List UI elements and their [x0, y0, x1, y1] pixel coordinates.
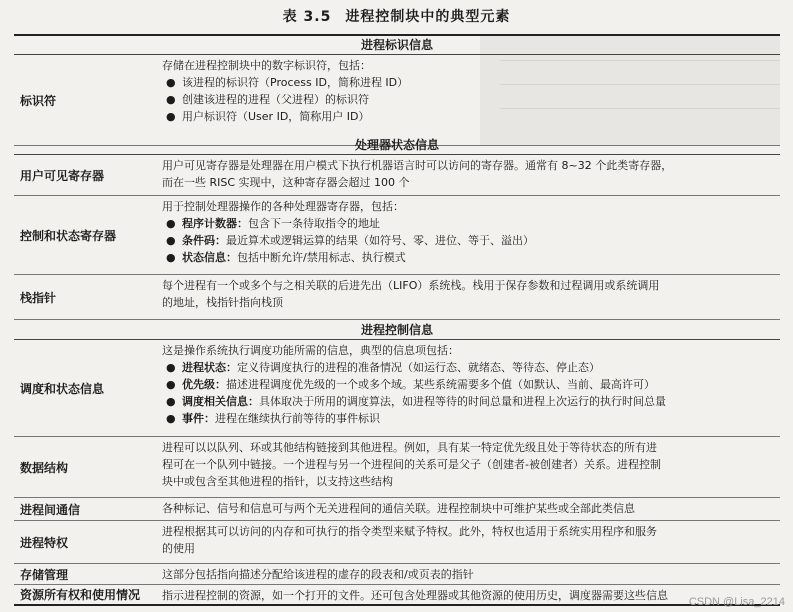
- row-intro: 存储在进程控制块中的数字标识符，包括：: [162, 59, 371, 72]
- row-label: 资源所有权和使用情况: [20, 588, 141, 602]
- row-line: 的地址，栈指针指向栈顶: [162, 296, 283, 309]
- table-row-user-visible-registers: [14, 155, 780, 196]
- row-content: [162, 566, 778, 583]
- row-line: 的使用: [162, 542, 195, 555]
- row-label: 数据结构: [20, 460, 69, 475]
- row-line: 指示进程控制的资源，如一个打开的文件。还可包含处理器或其他资源的使用历史，调度器需要这些信息: [162, 589, 668, 602]
- bullet-item: ● 优先级：描述进程调度优先级的一个或多个域。某些系统需要多个值（如默认、当前、最高许可）: [166, 378, 655, 391]
- bullet-item: ● 状态信息：包括中断允许/禁用标志、执行模式: [166, 251, 406, 264]
- row-label: 存储管理: [20, 567, 69, 582]
- bullet-dot-icon: ●: [166, 378, 176, 391]
- table-caption: [0, 6, 793, 28]
- bullet-item: ● 调度相关信息：具体取决于所用的调度算法，如进程等待的时间总量和进程上次运行的执行时间总量: [166, 395, 666, 408]
- table-row-memory-management: [14, 564, 780, 585]
- bullet-item: ● 创建该进程的进程（父进程）的标识符: [166, 93, 369, 106]
- bullet-item: ● 程序计数器：包含下一条待取指令的地址: [166, 217, 380, 230]
- bullet-dot-icon: ●: [166, 76, 176, 89]
- bullet-dot-icon: ●: [166, 234, 176, 247]
- table-row-data-structures: [14, 437, 780, 498]
- bullet-item: ● 用户标识符（User ID，简称用户 ID）: [166, 110, 370, 123]
- row-line: 用户可见寄存器是处理器在用户模式下执行机器语言时可以访问的寄存器。通常有 8~32 个此类寄存器，: [162, 159, 673, 172]
- row-line: 块中或包含至其他进程的指针，以支持这些结构: [162, 475, 393, 488]
- row-content: [162, 523, 778, 557]
- row-label: 进程特权: [20, 535, 69, 550]
- bullet-item: ● 事件：进程在继续执行前等待的事件标识: [166, 412, 380, 425]
- section-header-processor-state: 处理器状态信息: [14, 136, 780, 155]
- table-row-scheduling-state: [14, 340, 780, 437]
- table-row-control-status-registers: [14, 196, 780, 275]
- row-line: 进程根据其可以访问的内存和可执行的指令类型来赋予特权。此外，特权也适用于系统实用程序和服务: [162, 525, 657, 538]
- row-label: 标识符: [20, 93, 57, 108]
- row-content: [162, 500, 778, 517]
- row-intro: 这是操作系统执行调度功能所需的信息，典型的信息项包括：: [162, 344, 459, 357]
- row-content: [162, 439, 778, 490]
- table-title: 进程控制块中的典型元素: [345, 9, 511, 25]
- row-line: 进程可以以队列、环或其他结构链接到其他进程。例如，具有某一特定优先级且处于等待状态的所有进: [162, 441, 657, 454]
- bullet-item: ● 该进程的标识符（Process ID，简称进程 ID）: [166, 76, 409, 89]
- bullet-item: ● 进程状态：定义待调度执行的进程的准备情况（如运行态、就绪态、等待态、停止态）: [166, 361, 600, 374]
- bullet-item: ● 条件码：最近算术或逻辑运算的结果（如符号、零、进位、等于、溢出）: [166, 234, 534, 247]
- row-content: [162, 57, 778, 125]
- table-bottom-rule: [14, 604, 780, 606]
- row-content: [162, 157, 778, 191]
- table-row-resource-ownership: [14, 585, 780, 604]
- row-line: 程可在一个队列中链接。一个进程与另一个进程间的关系可是父子（创建者-被创建者）关系。进程控制: [162, 458, 661, 471]
- row-content: [162, 587, 778, 604]
- bullet-dot-icon: ●: [166, 93, 176, 106]
- row-content: [162, 198, 778, 266]
- row-content: [162, 342, 778, 427]
- section-header-process-identification: 进程标识信息: [14, 36, 780, 55]
- bullet-dot-icon: ●: [166, 110, 176, 123]
- row-line: 这部分包括指向描述分配给该进程的虚存的段表和/或页表的指针: [162, 568, 474, 581]
- row-label: 用户可见寄存器: [20, 168, 105, 183]
- row-label: 进程间通信: [20, 502, 81, 517]
- row-intro: 用于控制处理器操作的各种处理器寄存器，包括：: [162, 200, 404, 213]
- row-line: 每个进程有一个或多个与之相关联的后进先出（LIFO）系统栈。栈用于保存参数和过程调用或系统调用: [162, 279, 660, 292]
- bullet-dot-icon: ●: [166, 395, 176, 408]
- section-header-process-control: 进程控制信息: [14, 321, 780, 340]
- row-line: 各种标记、信号和信息可与两个无关进程间的通信关联。进程控制块中可维护某些或全部此类信息: [162, 502, 635, 515]
- watermark: CSDN @Lisa_2214: [688, 596, 785, 608]
- table-row-identifier: [14, 55, 780, 146]
- row-content: [162, 277, 778, 311]
- bullet-dot-icon: ●: [166, 412, 176, 425]
- row-label: 栈指针: [20, 290, 57, 305]
- table-row-ipc: [14, 498, 780, 521]
- bullet-dot-icon: ●: [166, 251, 176, 264]
- row-label: 控制和状态寄存器: [20, 228, 117, 243]
- bullet-dot-icon: ●: [166, 361, 176, 374]
- row-line: 而在一些 RISC 实现中，这种寄存器会超过 100 个: [162, 176, 410, 189]
- table-row-stack-pointer: [14, 275, 780, 320]
- table-number: 表 3.5: [282, 9, 332, 25]
- table-row-process-privileges: [14, 521, 780, 564]
- row-label: 调度和状态信息: [20, 381, 105, 396]
- bullet-dot-icon: ●: [166, 217, 176, 230]
